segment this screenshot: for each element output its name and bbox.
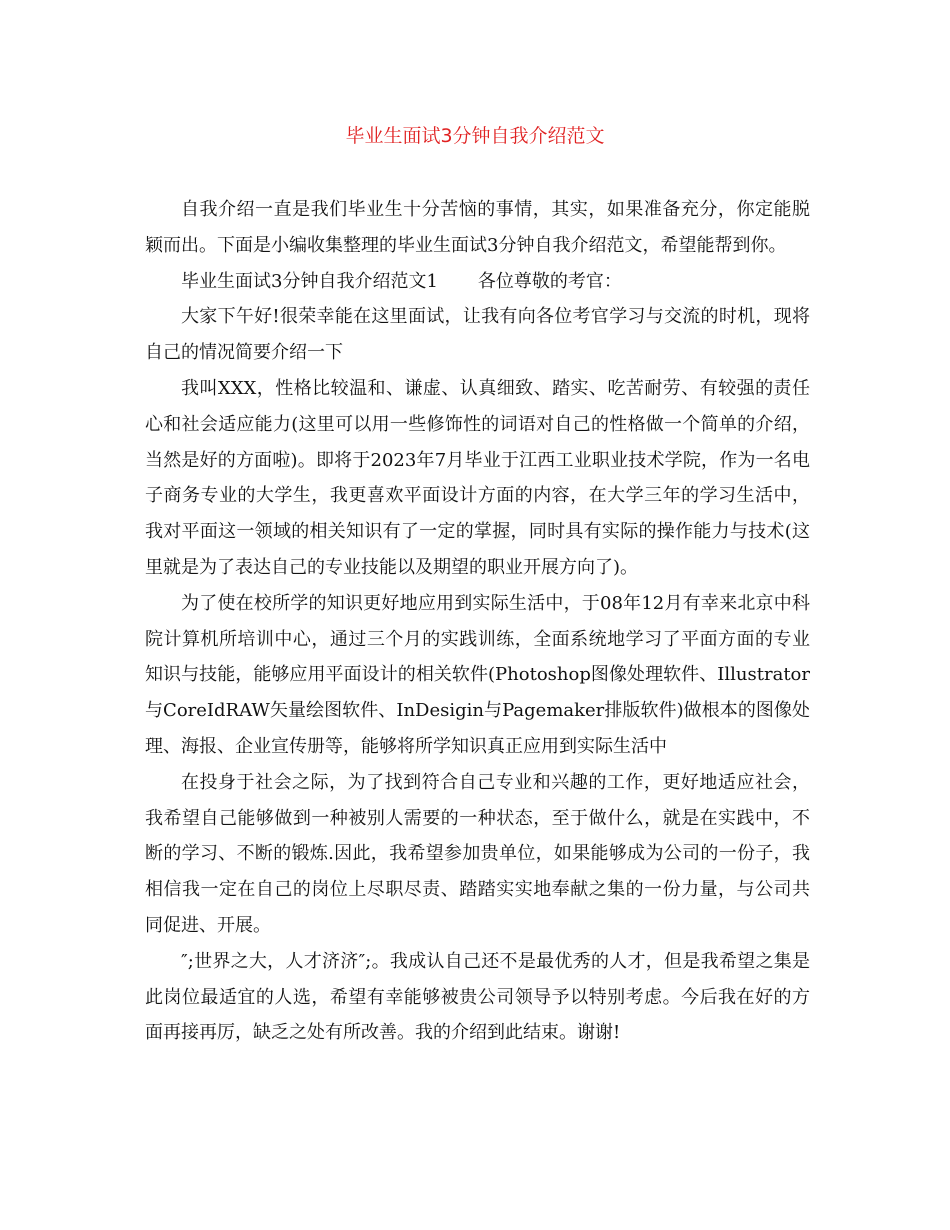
section-heading: 毕业生面试3分钟自我介绍范文1	[181, 270, 438, 292]
section-heading-line	[145, 264, 810, 300]
salutation: 各位尊敬的考官：	[477, 270, 622, 292]
intro-paragraph: 自我介绍一直是我们毕业生十分苦恼的事情，其实，如果准备充分，你定能脱颖而出。下面是小编收集整理的毕业生面试3分钟自我介绍范文，希望能帮到你。	[145, 199, 810, 256]
body-paragraph: 我叫XXX，性格比较温和、谦虚、认真细致、踏实、吃苦耐劳、有较强的责任心和社会适应能力(这里可以用一些修饰性的词语对自己的性格做一个简单的介绍，当然是好的方面啦)。即将于2023年7月毕业于江西工业职业技术学院，作为一名电子商务专业的大学生，我更喜欢平面设计方面的内容，在大学三年的学习生活中，我对平面这一领域的相关知识有了一定的掌握，同时具有实际的操作能力与技术(这里就是为了表达自己的专业技能以及期望的职业开展方向了)。	[145, 377, 810, 578]
body-paragraph: 大家下午好!很荣幸能在这里面试，让我有向各位考官学习与交流的时机，现将自己的情况简要介绍一下	[145, 306, 810, 364]
body-paragraph: 在投身于社会之际，为了找到符合自己专业和兴趣的工作，更好地适应社会，我希望自己能够做到一种被别人需要的一种状态，至于做什么，就是在实践中，不断的学习、不断的锻炼.因此，我希望参加贵单位，如果能够成为公司的一份子，我相信我一定在自己的岗位上尽职尽责、踏踏实实地奉献之集的一份力量，与公司共同促进、开展。	[145, 771, 810, 936]
document-body	[145, 192, 810, 1051]
body-paragraph: 为了使在校所学的知识更好地应用到实际生活中，于08年12月有幸来北京中科院计算机所培训中心，通过三个月的实践训练，全面系统地学习了平面方面的专业知识与技能，能够应用平面设计的相关软件(Photoshop图像处理软件、Illustrator与CoreIdRAW矢量绘图软件、InDesigin与Pagemaker排版软件)做根本的图像处理、海报、企业宣传册等，能够将所学知识真正应用到实际生活中	[145, 592, 810, 757]
body-paragraph: ″;世界之大，人才济济″;。我成认自己还不是最优秀的人才，但是我希望之集是此岗位最适宜的人选，希望有幸能够被贵公司领导予以特别考虑。今后我在好的方面再接再厉，缺乏之处有所改善。我的介绍到此结束。谢谢!	[145, 950, 810, 1044]
document-title: 毕业生面试3分钟自我介绍范文	[345, 125, 605, 147]
